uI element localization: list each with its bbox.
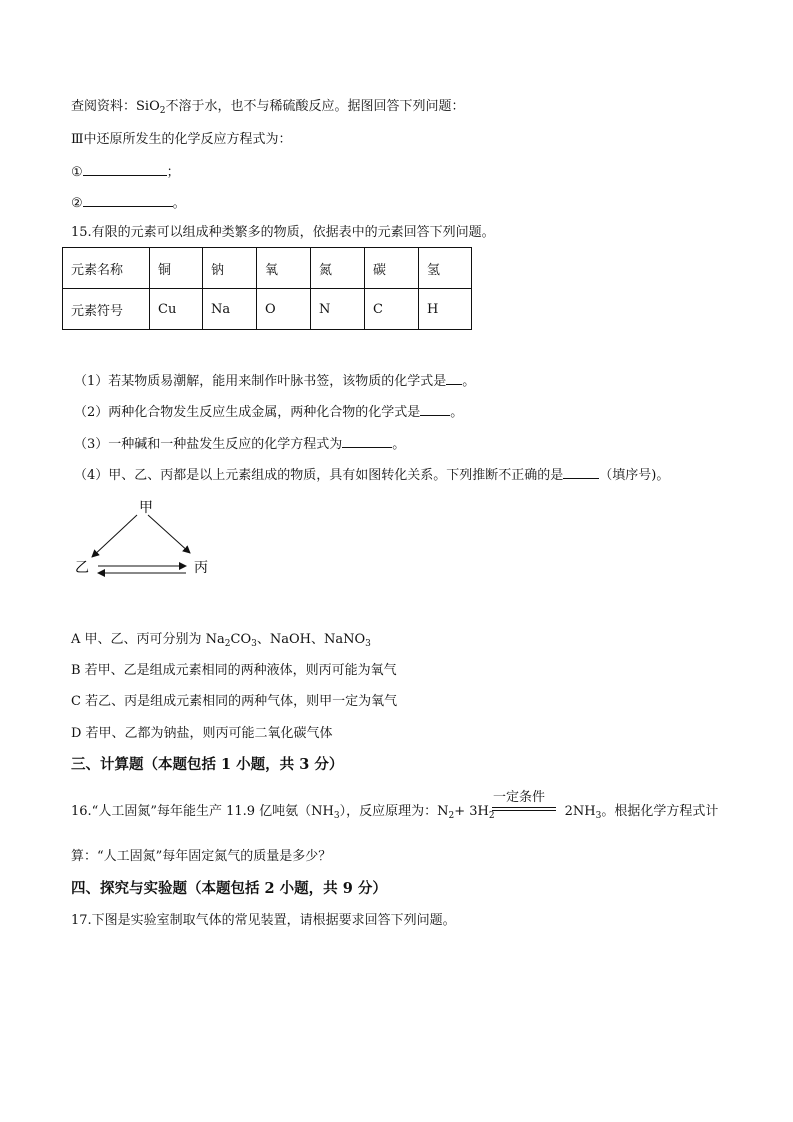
sub-question-4: （4）甲、乙、丙都是以上元素组成的物质，具有如图转化关系。下列推断不正确的是 （填序号)。 bbox=[74, 465, 669, 485]
table-cell: 钠 bbox=[203, 248, 257, 289]
question-17: 17.下图是实验室制取气体的常见装置，请根据要求回答下列问题。 bbox=[71, 913, 456, 928]
table-cell: Na bbox=[203, 289, 257, 330]
table-cell: Cu bbox=[150, 289, 203, 330]
answer-item-2: ② 。 bbox=[71, 193, 186, 213]
arrow-jia-to-bing bbox=[148, 515, 190, 553]
node-jia: 甲 bbox=[139, 500, 153, 516]
question-iii-prompt: Ⅲ中还原所发生的化学反应方程式为： bbox=[71, 132, 292, 147]
question-16-continued: 算：“人工固氮”每年固定氮气的质量是多少？ bbox=[71, 849, 332, 864]
sub-question-2: （2）两种化合物发生反应生成金属，两种化合物的化学式是 。 bbox=[74, 402, 463, 422]
element-table bbox=[62, 247, 472, 330]
table-cell: C bbox=[365, 289, 419, 330]
reaction-condition: 一定条件 bbox=[493, 790, 546, 805]
option-b: B 若甲、乙是组成元素相同的两种液体，则丙可能为氧气 bbox=[71, 663, 397, 678]
table-cell: 氮 bbox=[311, 248, 365, 289]
table-cell: 氧 bbox=[257, 248, 311, 289]
option-d: D 若甲、乙都为钠盐，则丙可能二氧化碳气体 bbox=[71, 726, 333, 741]
arrow-jia-to-yi bbox=[92, 515, 137, 557]
option-c: C 若乙、丙是组成元素相同的两种气体，则甲一定为氧气 bbox=[71, 694, 398, 709]
table-cell: 氢 bbox=[419, 248, 472, 289]
table-cell: H bbox=[419, 289, 472, 330]
row-label-symbols: 元素符号 bbox=[63, 289, 150, 330]
node-bing: 丙 bbox=[194, 560, 208, 576]
answer-blank-sub4[interactable] bbox=[563, 465, 599, 479]
answer-item-1: ① ； bbox=[71, 162, 180, 182]
reference-note: 查阅资料：SiO$_2$不溶于水，也不与稀硫酸反应。据图回答下列问题： bbox=[71, 99, 465, 116]
transformation-diagram bbox=[70, 495, 220, 585]
table-cell: 碳 bbox=[365, 248, 419, 289]
sub-question-1: （1）若某物质易潮解，能用来制作叶脉书签，该物质的化学式是 。 bbox=[74, 371, 475, 391]
table-cell: N bbox=[311, 289, 365, 330]
table-cell: O bbox=[257, 289, 311, 330]
section-4-heading: 四、探究与实验题（本题包括 2 小题，共 9 分） bbox=[71, 880, 387, 897]
node-yi: 乙 bbox=[75, 560, 89, 576]
question-15: 15.有限的元素可以组成种类繁多的物质，依据表中的元素回答下列问题。 bbox=[71, 225, 495, 240]
answer-blank-sub1[interactable] bbox=[446, 371, 462, 385]
answer-blank-2[interactable] bbox=[83, 193, 173, 207]
table-cell: 铜 bbox=[150, 248, 203, 289]
row-label-names: 元素名称 bbox=[63, 248, 150, 289]
option-a: A 甲、乙、丙可分别为 $Na_2CO_3$、NaOH、NaNO$_3$ bbox=[71, 632, 371, 649]
answer-blank-sub2[interactable] bbox=[420, 402, 450, 416]
question-16: 16.“人工固氮”每年能生产 11.9 亿吨氨$(NH_3)$，反应原理为：$N_2+ 3H_2$ $2NH_3$。根据化学方程式计 bbox=[71, 804, 719, 821]
table-row-symbols bbox=[63, 289, 472, 330]
answer-blank-sub3[interactable] bbox=[342, 434, 392, 448]
answer-blank-1[interactable] bbox=[83, 162, 167, 176]
table-row-names bbox=[63, 248, 472, 289]
section-3-heading: 三、计算题（本题包括 1 小题，共 3 分） bbox=[71, 756, 344, 773]
sub-question-3: （3）一种碱和一种盐发生反应的化学方程式为 。 bbox=[74, 434, 405, 454]
